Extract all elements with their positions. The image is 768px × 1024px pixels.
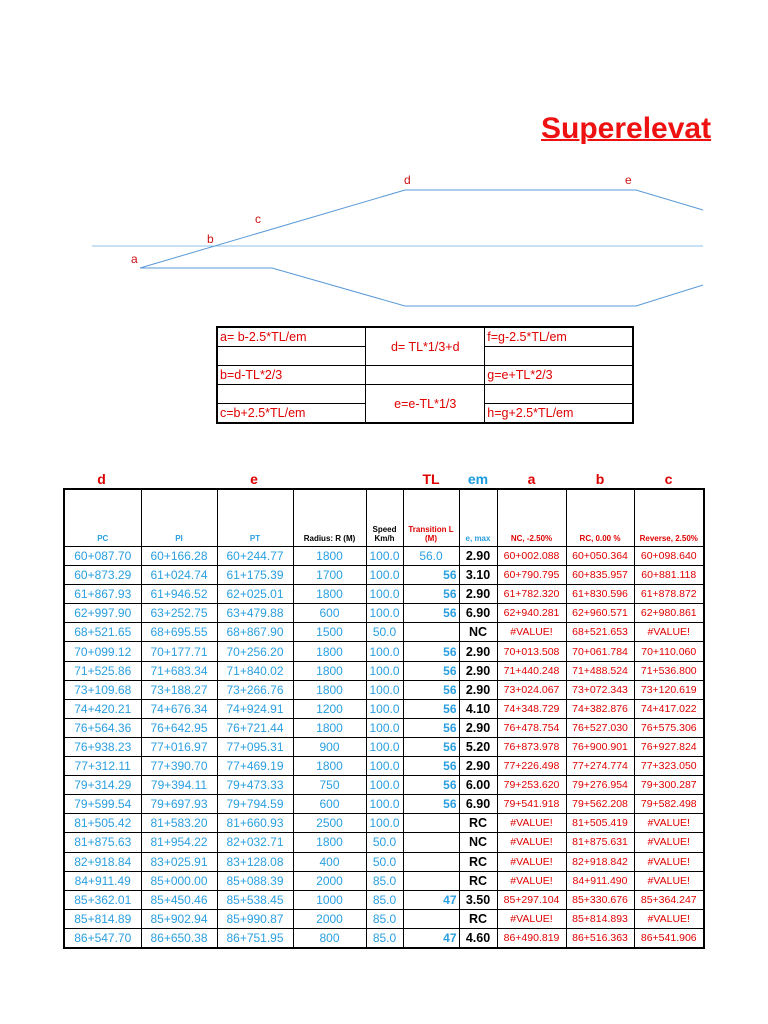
speed-cell: 100.0 (366, 795, 403, 814)
radius-cell: 1800 (293, 757, 366, 776)
point-a-label: a (131, 252, 138, 266)
pt-cell: 85+538.45 (217, 890, 293, 909)
table-row (64, 928, 704, 948)
emax-cell: NC (459, 623, 497, 642)
radius-cell: 1000 (293, 890, 366, 909)
pi-cell: 63+252.75 (141, 604, 217, 623)
emax-cell: 6.90 (459, 604, 497, 623)
pt-cell: 85+990.87 (217, 909, 293, 928)
rc-cell: 62+960.571 (566, 604, 634, 623)
transition-cell (403, 909, 459, 928)
radius-cell: 1800 (293, 661, 366, 680)
pi-cell: 73+188.27 (141, 680, 217, 699)
header-rc: RC, 0.00 % (566, 489, 634, 547)
reverse-cell: #VALUE! (634, 833, 704, 852)
table-row (64, 642, 704, 661)
reverse-cell: #VALUE! (634, 909, 704, 928)
pt-cell: 82+032.71 (217, 833, 293, 852)
formula-g: g=e+TL*2/3 (485, 366, 633, 385)
header-pi: PI (141, 489, 217, 547)
table-row (64, 680, 704, 699)
radius-cell: 750 (293, 776, 366, 795)
pc-cell: 76+938.23 (64, 737, 141, 756)
reverse-cell: 85+364.247 (634, 890, 704, 909)
pc-cell: 79+599.54 (64, 795, 141, 814)
transition-cell: 56 (403, 680, 459, 699)
pc-cell: 60+873.29 (64, 566, 141, 585)
header-transition: Transition L (M) (403, 489, 459, 547)
header-pt: PT (217, 489, 293, 547)
column-label-b: b (595, 471, 605, 487)
reverse-cell: 74+417.022 (634, 699, 704, 718)
reverse-cell: 79+300.287 (634, 776, 704, 795)
formula-h: h=g+2.5*TL/em (485, 404, 633, 424)
pt-cell: 68+867.90 (217, 623, 293, 642)
radius-cell: 1700 (293, 566, 366, 585)
column-label-e: e (250, 471, 258, 487)
emax-cell: 2.90 (459, 661, 497, 680)
speed-cell: 50.0 (366, 852, 403, 871)
rc-cell: 74+382.876 (566, 699, 634, 718)
emax-cell: 2.90 (459, 585, 497, 604)
nc-cell: 79+541.918 (497, 795, 566, 814)
speed-cell: 100.0 (366, 737, 403, 756)
pi-cell: 71+683.34 (141, 661, 217, 680)
transition-cell (403, 852, 459, 871)
pi-cell: 60+166.28 (141, 547, 217, 566)
reverse-cell: #VALUE! (634, 871, 704, 890)
emax-cell: 2.90 (459, 757, 497, 776)
pt-cell: 73+266.76 (217, 680, 293, 699)
rc-cell: 71+488.524 (566, 661, 634, 680)
nc-cell: 86+490.819 (497, 928, 566, 948)
radius-cell: 1500 (293, 623, 366, 642)
table-row (64, 795, 704, 814)
rc-cell: 84+911.490 (566, 871, 634, 890)
pt-cell: 63+479.88 (217, 604, 293, 623)
pt-cell: 86+751.95 (217, 928, 293, 948)
emax-cell: 3.50 (459, 890, 497, 909)
transition-cell: 56 (403, 566, 459, 585)
transition-cell: 56 (403, 585, 459, 604)
transition-cell: 56 (403, 737, 459, 756)
pi-cell: 77+016.97 (141, 737, 217, 756)
emax-cell: 3.10 (459, 566, 497, 585)
pc-cell: 61+867.93 (64, 585, 141, 604)
nc-cell: 70+013.508 (497, 642, 566, 661)
pc-cell: 86+547.70 (64, 928, 141, 948)
pc-cell: 73+109.68 (64, 680, 141, 699)
pt-cell: 74+924.91 (217, 699, 293, 718)
pi-cell: 74+676.34 (141, 699, 217, 718)
nc-cell: #VALUE! (497, 871, 566, 890)
emax-cell: RC (459, 852, 497, 871)
pi-cell: 79+394.11 (141, 776, 217, 795)
table-row (64, 776, 704, 795)
pc-cell: 84+911.49 (64, 871, 141, 890)
nc-cell: 85+297.104 (497, 890, 566, 909)
speed-cell: 100.0 (366, 776, 403, 795)
table-row (64, 661, 704, 680)
column-label-c: c (664, 471, 673, 487)
pi-cell: 85+450.46 (141, 890, 217, 909)
pt-cell: 61+175.39 (217, 566, 293, 585)
rc-cell: 76+527.030 (566, 718, 634, 737)
reverse-cell: 86+541.906 (634, 928, 704, 948)
table-row (64, 757, 704, 776)
transition-cell: 47 (403, 890, 459, 909)
emax-cell: 2.90 (459, 642, 497, 661)
speed-cell: 85.0 (366, 928, 403, 948)
radius-cell: 1800 (293, 718, 366, 737)
formula-empty (485, 385, 633, 404)
speed-cell: 50.0 (366, 833, 403, 852)
radius-cell: 900 (293, 737, 366, 756)
transition-cell: 56 (403, 795, 459, 814)
header-nc: NC, -2.50% (497, 489, 566, 547)
nc-cell: 71+440.248 (497, 661, 566, 680)
nc-cell: 60+790.795 (497, 566, 566, 585)
speed-cell: 85.0 (366, 909, 403, 928)
radius-cell: 1800 (293, 680, 366, 699)
rc-cell: 61+830.596 (566, 585, 634, 604)
formula-f: f=g-2.5*TL/em (485, 327, 633, 347)
table-row (64, 623, 704, 642)
formula-e: e=e-TL*1/3 (366, 385, 485, 424)
pc-cell: 81+875.63 (64, 833, 141, 852)
emax-cell: RC (459, 814, 497, 833)
table-row (64, 871, 704, 890)
pc-cell: 71+525.86 (64, 661, 141, 680)
pc-cell: 62+997.90 (64, 604, 141, 623)
emax-cell: 4.10 (459, 699, 497, 718)
transition-cell (403, 833, 459, 852)
reverse-cell: 62+980.861 (634, 604, 704, 623)
rc-cell: 82+918.842 (566, 852, 634, 871)
emax-cell: RC (459, 871, 497, 890)
emax-cell: NC (459, 833, 497, 852)
emax-cell: 6.00 (459, 776, 497, 795)
emax-cell: 4.60 (459, 928, 497, 948)
nc-cell: #VALUE! (497, 623, 566, 642)
table-row (64, 604, 704, 623)
speed-cell: 50.0 (366, 623, 403, 642)
pi-cell: 61+946.52 (141, 585, 217, 604)
radius-cell: 2500 (293, 814, 366, 833)
transition-cell: 56 (403, 776, 459, 795)
transition-cell (403, 623, 459, 642)
radius-cell: 1800 (293, 833, 366, 852)
nc-cell: 79+253.620 (497, 776, 566, 795)
outer-edge-line (140, 190, 703, 268)
pi-cell: 81+583.20 (141, 814, 217, 833)
table-row (64, 718, 704, 737)
radius-cell: 1200 (293, 699, 366, 718)
radius-cell: 600 (293, 795, 366, 814)
pc-cell: 74+420.21 (64, 699, 141, 718)
formula-d: d= TL*1/3+d (366, 327, 485, 366)
transition-cell (403, 871, 459, 890)
pt-cell: 85+088.39 (217, 871, 293, 890)
header-emax: e, max (459, 489, 497, 547)
rc-cell: 81+505.419 (566, 814, 634, 833)
point-c-label: c (255, 212, 261, 226)
nc-cell: 77+226.498 (497, 757, 566, 776)
inner-edge-line (140, 268, 703, 306)
emax-cell: 2.90 (459, 718, 497, 737)
pi-cell: 61+024.74 (141, 566, 217, 585)
rc-cell: 60+050.364 (566, 547, 634, 566)
column-label-d: d (97, 471, 106, 487)
reverse-cell: #VALUE! (634, 852, 704, 871)
nc-cell: #VALUE! (497, 909, 566, 928)
rc-cell: 79+276.954 (566, 776, 634, 795)
speed-cell: 100.0 (366, 718, 403, 737)
reverse-cell: #VALUE! (634, 814, 704, 833)
column-label-tl: TL (422, 471, 440, 487)
formula-empty (485, 347, 633, 366)
nc-cell: 74+348.729 (497, 699, 566, 718)
header-radius: Radius: R (M) (293, 489, 366, 547)
table-row (64, 547, 704, 566)
transition-cell: 56 (403, 718, 459, 737)
speed-cell: 85.0 (366, 871, 403, 890)
pt-cell: 79+794.59 (217, 795, 293, 814)
transition-cell: 56 (403, 757, 459, 776)
rc-cell: 86+516.363 (566, 928, 634, 948)
rc-cell: 60+835.957 (566, 566, 634, 585)
pc-cell: 68+521.65 (64, 623, 141, 642)
reverse-cell: 79+582.498 (634, 795, 704, 814)
table-row (64, 814, 704, 833)
formula-empty (217, 347, 366, 366)
speed-cell: 100.0 (366, 585, 403, 604)
rc-cell: 81+875.631 (566, 833, 634, 852)
formula-b: b=d-TL*2/3 (217, 366, 366, 385)
reverse-cell: 76+575.306 (634, 718, 704, 737)
table-row (64, 585, 704, 604)
pi-cell: 76+642.95 (141, 718, 217, 737)
rc-cell: 76+900.901 (566, 737, 634, 756)
nc-cell: 76+478.754 (497, 718, 566, 737)
pc-cell: 81+505.42 (64, 814, 141, 833)
speed-cell: 100.0 (366, 680, 403, 699)
reverse-cell: 76+927.824 (634, 737, 704, 756)
nc-cell: 73+024.067 (497, 680, 566, 699)
rc-cell: 77+274.774 (566, 757, 634, 776)
pc-cell: 60+087.70 (64, 547, 141, 566)
pc-cell: 85+814.89 (64, 909, 141, 928)
header-reverse: Reverse, 2.50% (634, 489, 704, 547)
speed-cell: 100.0 (366, 547, 403, 566)
table-row (64, 833, 704, 852)
pt-cell: 79+473.33 (217, 776, 293, 795)
pi-cell: 86+650.38 (141, 928, 217, 948)
formula-c: c=b+2.5*TL/em (217, 404, 366, 424)
reverse-cell: 60+881.118 (634, 566, 704, 585)
rc-cell: 70+061.784 (566, 642, 634, 661)
rc-cell: 85+814.893 (566, 909, 634, 928)
pt-cell: 77+095.31 (217, 737, 293, 756)
pi-cell: 83+025.91 (141, 852, 217, 871)
radius-cell: 800 (293, 928, 366, 948)
curve-data-table (63, 488, 705, 949)
speed-cell: 100.0 (366, 566, 403, 585)
pi-cell: 68+695.55 (141, 623, 217, 642)
speed-cell: 100.0 (366, 661, 403, 680)
radius-cell: 1800 (293, 585, 366, 604)
pt-cell: 60+244.77 (217, 547, 293, 566)
pt-cell: 70+256.20 (217, 642, 293, 661)
nc-cell: 61+782.320 (497, 585, 566, 604)
speed-cell: 100.0 (366, 814, 403, 833)
pc-cell: 70+099.12 (64, 642, 141, 661)
nc-cell: 60+002.088 (497, 547, 566, 566)
radius-cell: 600 (293, 604, 366, 623)
speed-cell: 100.0 (366, 642, 403, 661)
table-row (64, 566, 704, 585)
pi-cell: 85+902.94 (141, 909, 217, 928)
table-row (64, 699, 704, 718)
speed-cell: 100.0 (366, 757, 403, 776)
point-e-label: e (625, 173, 632, 187)
column-label-em: em (467, 471, 489, 487)
radius-cell: 2000 (293, 871, 366, 890)
pt-cell: 76+721.44 (217, 718, 293, 737)
speed-cell: 100.0 (366, 604, 403, 623)
formula-empty (366, 366, 485, 385)
nc-cell: #VALUE! (497, 814, 566, 833)
emax-cell: 6.90 (459, 795, 497, 814)
radius-cell: 400 (293, 852, 366, 871)
pi-cell: 79+697.93 (141, 795, 217, 814)
table-row (64, 737, 704, 756)
header-speed: Speed Km/h (366, 489, 403, 547)
radius-cell: 1800 (293, 642, 366, 661)
nc-cell: #VALUE! (497, 833, 566, 852)
pi-cell: 77+390.70 (141, 757, 217, 776)
formula-a: a= b-2.5*TL/em (217, 327, 366, 347)
transition-cell: 56.0 (403, 547, 459, 566)
point-b-label: b (207, 232, 214, 246)
nc-cell: 76+873.978 (497, 737, 566, 756)
header-pc: PC (64, 489, 141, 547)
pt-cell: 71+840.02 (217, 661, 293, 680)
pt-cell: 83+128.08 (217, 852, 293, 871)
superelevation-diagram (0, 0, 768, 330)
pc-cell: 85+362.01 (64, 890, 141, 909)
speed-cell: 100.0 (366, 699, 403, 718)
table-row (64, 890, 704, 909)
reverse-cell: 77+323.050 (634, 757, 704, 776)
reverse-cell: 70+110.060 (634, 642, 704, 661)
radius-cell: 1800 (293, 547, 366, 566)
column-label-a: a (527, 471, 536, 487)
reverse-cell: 73+120.619 (634, 680, 704, 699)
pt-cell: 81+660.93 (217, 814, 293, 833)
emax-cell: 2.90 (459, 680, 497, 699)
pc-cell: 77+312.11 (64, 757, 141, 776)
pc-cell: 82+918.84 (64, 852, 141, 871)
transition-cell: 56 (403, 661, 459, 680)
nc-cell: 62+940.281 (497, 604, 566, 623)
radius-cell: 2000 (293, 909, 366, 928)
formula-empty (217, 385, 366, 404)
table-header-row (64, 489, 704, 547)
rc-cell: 85+330.676 (566, 890, 634, 909)
pt-cell: 62+025.01 (217, 585, 293, 604)
pi-cell: 85+000.00 (141, 871, 217, 890)
speed-cell: 85.0 (366, 890, 403, 909)
table-row (64, 909, 704, 928)
pc-cell: 76+564.36 (64, 718, 141, 737)
transition-cell: 56 (403, 642, 459, 661)
rc-cell: 73+072.343 (566, 680, 634, 699)
reverse-cell: 60+098.640 (634, 547, 704, 566)
pt-cell: 77+469.19 (217, 757, 293, 776)
rc-cell: 68+521.653 (566, 623, 634, 642)
pi-cell: 81+954.22 (141, 833, 217, 852)
nc-cell: #VALUE! (497, 852, 566, 871)
pc-cell: 79+314.29 (64, 776, 141, 795)
formula-table (216, 326, 634, 424)
point-d-label: d (404, 173, 411, 187)
reverse-cell: #VALUE! (634, 623, 704, 642)
transition-cell (403, 814, 459, 833)
page-title: Superelevat (541, 112, 712, 145)
transition-cell: 56 (403, 699, 459, 718)
emax-cell: RC (459, 909, 497, 928)
rc-cell: 79+562.208 (566, 795, 634, 814)
transition-cell: 56 (403, 604, 459, 623)
reverse-cell: 61+878.872 (634, 585, 704, 604)
pi-cell: 70+177.71 (141, 642, 217, 661)
emax-cell: 5.20 (459, 737, 497, 756)
emax-cell: 2.90 (459, 547, 497, 566)
transition-cell: 47 (403, 928, 459, 948)
table-row (64, 852, 704, 871)
reverse-cell: 71+536.800 (634, 661, 704, 680)
